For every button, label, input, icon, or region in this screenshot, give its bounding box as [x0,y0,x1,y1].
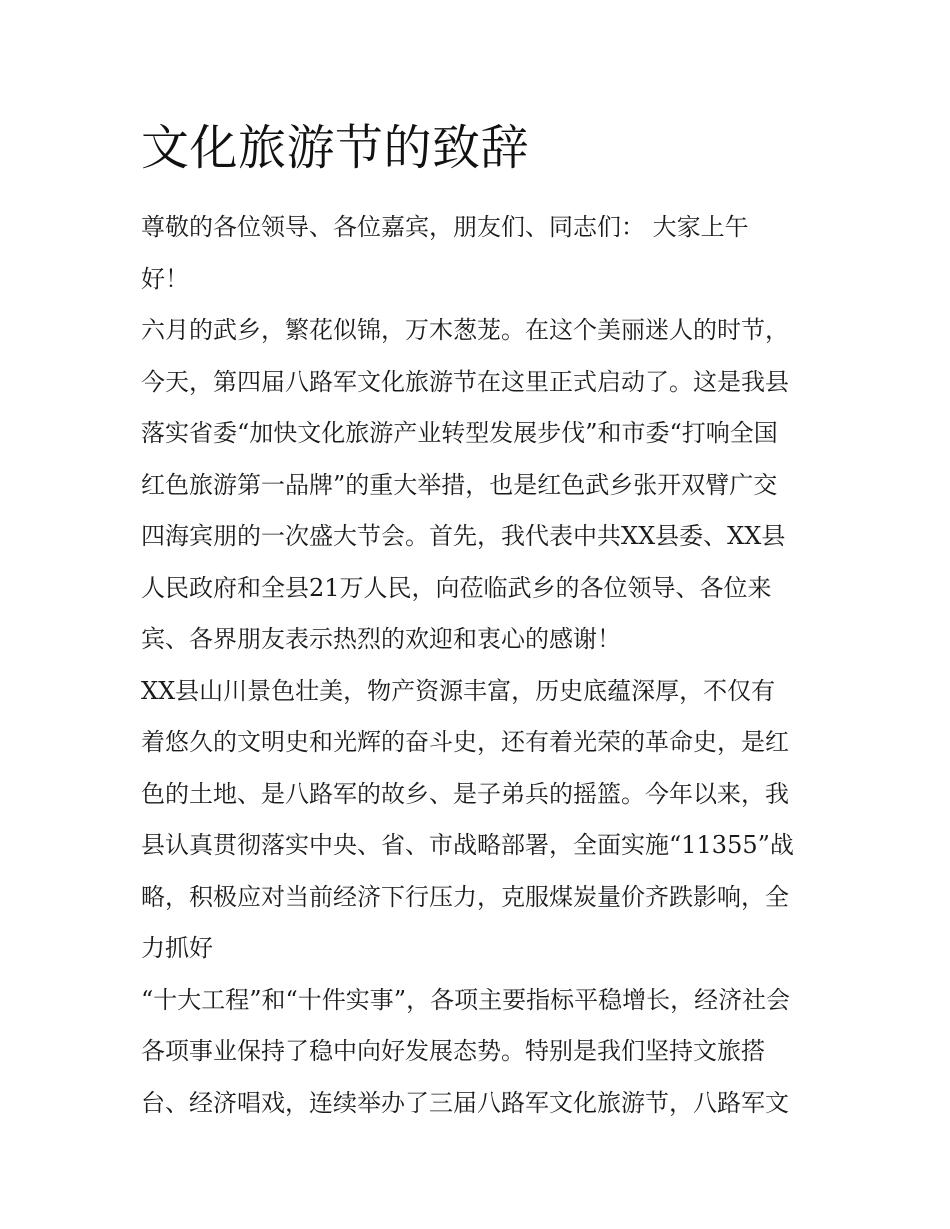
text-line: 宾、各界朋友表示热烈的欢迎和衷心的感谢！ [141,625,621,653]
text-line: 色的土地、是八路军的故乡、是子弟兵的摇篮。今年以来，我 [141,779,789,808]
text-line: 尊敬的各位领导、各位嘉宾，朋友们、同志们： 大家上午 [141,213,749,241]
text-line: 台、经济唱戏，连续举办了三届八路军文化旅游节，八路军文 [141,1088,789,1117]
document-title: 文化旅游节的致辞 [141,120,530,176]
text-line: 六月的武乡，繁花似锦，万木葱茏。在这个美丽迷人的时节， [141,316,789,344]
text-line: 各项事业保持了稳中向好发展态势。特别是我们坚持文旅搭 [141,1037,765,1065]
text-line: 人民政府和全县21万人民，向莅临武乡的各位领导、各位来 [141,573,772,602]
text-line: “十大工程”和“十件实事”，各项主要指标平稳增长，经济社会 [141,985,791,1014]
text-line: 好！ [141,264,189,293]
text-line: 落实省委“加快文化旅游产业转型发展步伐”和市委“打响全国 [141,419,778,447]
text-line: XX县山川景色壮美，物产资源丰富，历史底蕴深厚，不仅有 [141,676,776,705]
text-line: 红色旅游第一品牌”的重大举措，也是红色武乡张开双臂广交 [141,470,778,499]
document-content [141,118,813,1129]
text-line: 县认真贯彻落实中央、省、市战略部署，全面实施“11355”战 [141,831,794,859]
text-line: 略，积极应对当前经济下行压力，克服煤炭量价齐跌影响，全 [141,882,789,911]
text-line: 力抓好 [141,934,213,962]
text-line: 四海宾朋的一次盛大节会。首先，我代表中共XX县委、XX县 [141,522,786,550]
text-line: 着悠久的文明史和光辉的奋斗史，还有着光荣的革命史，是红 [141,728,789,756]
document-body [141,202,813,1129]
text-line: 今天，第四届八路军文化旅游节在这里正式启动了。这是我县 [141,367,789,396]
